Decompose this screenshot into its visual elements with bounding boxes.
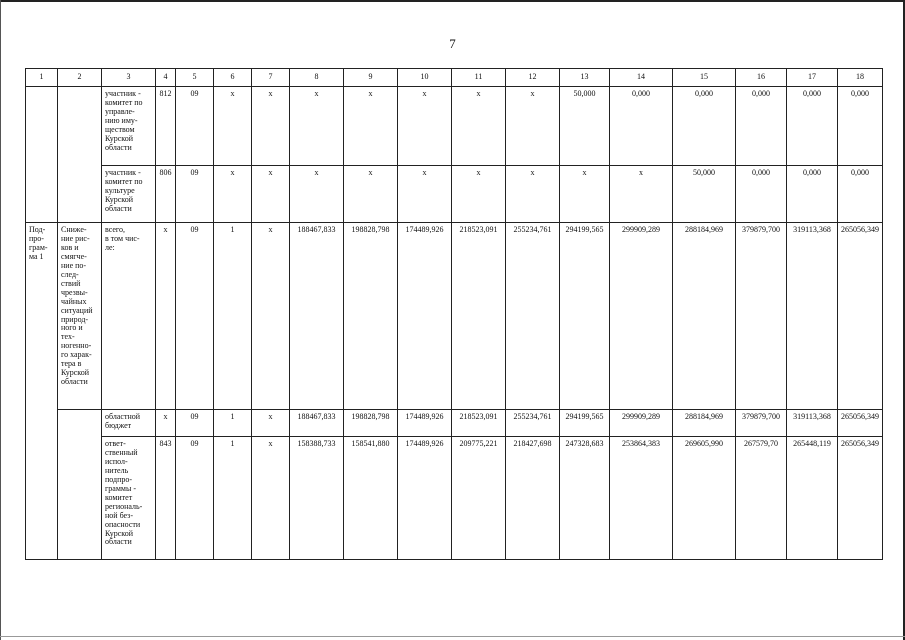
value-cell: 218523,091: [452, 410, 506, 437]
table-row: [26, 410, 883, 437]
value-cell: 294199,565: [560, 223, 610, 410]
column-header: 13: [560, 69, 610, 87]
value-cell: 265448,119: [787, 437, 838, 560]
column-header: 12: [506, 69, 560, 87]
value-cell: x: [506, 87, 560, 166]
value-cell: 843: [156, 437, 176, 560]
budget-table: [25, 68, 883, 560]
value-cell: 09: [176, 437, 214, 560]
value-cell: 0,000: [673, 87, 736, 166]
page-left-edge: [0, 0, 1, 640]
column-header: 3: [102, 69, 156, 87]
value-cell: x: [156, 223, 176, 410]
value-cell: 0,000: [838, 87, 883, 166]
value-cell: 253864,383: [610, 437, 673, 560]
value-cell: 209775,221: [452, 437, 506, 560]
value-cell: 806: [156, 166, 176, 223]
page-top-edge: [0, 0, 905, 2]
value-cell: 09: [176, 87, 214, 166]
column-header: 6: [214, 69, 252, 87]
value-cell: 255234,761: [506, 223, 560, 410]
value-cell: 265056,349: [838, 437, 883, 560]
value-cell: x: [506, 166, 560, 223]
value-cell: 288184,969: [673, 410, 736, 437]
value-cell: x: [156, 410, 176, 437]
value-cell: x: [398, 87, 452, 166]
column-header: 15: [673, 69, 736, 87]
value-cell: x: [610, 166, 673, 223]
value-cell: 319113,368: [787, 410, 838, 437]
value-cell: 0,000: [610, 87, 673, 166]
value-cell: 247328,683: [560, 437, 610, 560]
participant-cell: участник - комитет по управле- нию иму- ществом Курской области: [102, 87, 156, 166]
participant-cell: участник - комитет по культуре Курской области: [102, 166, 156, 223]
value-cell: 218523,091: [452, 223, 506, 410]
column-header: 14: [610, 69, 673, 87]
value-cell: 174489,926: [398, 437, 452, 560]
value-cell: 255234,761: [506, 410, 560, 437]
column-header: 8: [290, 69, 344, 87]
value-cell: x: [290, 87, 344, 166]
column-header: 18: [838, 69, 883, 87]
value-cell: 174489,926: [398, 410, 452, 437]
value-cell: x: [252, 223, 290, 410]
value-cell: 188467,833: [290, 223, 344, 410]
column-header: 5: [176, 69, 214, 87]
value-cell: x: [452, 166, 506, 223]
value-cell: x: [560, 166, 610, 223]
column-header: 2: [58, 69, 102, 87]
table-row: [26, 223, 883, 410]
value-cell: 09: [176, 166, 214, 223]
value-cell: 09: [176, 223, 214, 410]
value-cell: x: [344, 166, 398, 223]
value-cell: 0,000: [787, 87, 838, 166]
value-cell: x: [252, 166, 290, 223]
value-cell: 158541,880: [344, 437, 398, 560]
empty-cell: [58, 410, 102, 560]
value-cell: 0,000: [838, 166, 883, 223]
subprogram-name-cell: Сниже- ние рис- ков и смягче- ние по- след- ствий чрезвы- чайных ситуаций природ- ного и тех- ногенно- го харак- тера в Курской области: [58, 223, 102, 410]
table-row: [26, 87, 883, 166]
value-cell: 50,000: [673, 166, 736, 223]
value-cell: 158388,733: [290, 437, 344, 560]
program-name-cell: [58, 87, 102, 223]
value-cell: 299909,289: [610, 410, 673, 437]
value-cell: 319113,368: [787, 223, 838, 410]
value-cell: 1: [214, 223, 252, 410]
value-cell: 812: [156, 87, 176, 166]
value-cell: 267579,70: [736, 437, 787, 560]
participant-cell: ответ- ственный испол- нитель подпро- граммы - комитет региональ- ной без- опасности Курской области: [102, 437, 156, 560]
value-cell: 198828,798: [344, 223, 398, 410]
column-header: 4: [156, 69, 176, 87]
program-cell: [26, 87, 58, 223]
table-row: [26, 437, 883, 560]
value-cell: 0,000: [736, 87, 787, 166]
value-cell: 288184,969: [673, 223, 736, 410]
value-cell: 1: [214, 437, 252, 560]
value-cell: 299909,289: [610, 223, 673, 410]
value-cell: 218427,698: [506, 437, 560, 560]
value-cell: 09: [176, 410, 214, 437]
value-cell: 1: [214, 410, 252, 437]
value-cell: x: [252, 87, 290, 166]
value-cell: x: [452, 87, 506, 166]
value-cell: 294199,565: [560, 410, 610, 437]
value-cell: 265056,349: [838, 410, 883, 437]
value-cell: 269605,990: [673, 437, 736, 560]
value-cell: x: [252, 437, 290, 560]
column-header: 7: [252, 69, 290, 87]
column-header: 1: [26, 69, 58, 87]
page-number: 7: [449, 36, 456, 51]
value-cell: 198828,798: [344, 410, 398, 437]
value-cell: x: [252, 410, 290, 437]
value-cell: 0,000: [736, 166, 787, 223]
table-row: [26, 166, 883, 223]
column-header: 11: [452, 69, 506, 87]
value-cell: x: [398, 166, 452, 223]
column-header: 17: [787, 69, 838, 87]
value-cell: 0,000: [787, 166, 838, 223]
column-header: 9: [344, 69, 398, 87]
participant-cell: всего, в том чис- ле:: [102, 223, 156, 410]
value-cell: 50,000: [560, 87, 610, 166]
value-cell: x: [214, 166, 252, 223]
value-cell: x: [290, 166, 344, 223]
value-cell: 265056,349: [838, 223, 883, 410]
value-cell: 174489,926: [398, 223, 452, 410]
column-header: 16: [736, 69, 787, 87]
value-cell: x: [214, 87, 252, 166]
value-cell: 379879,700: [736, 410, 787, 437]
value-cell: 379879,700: [736, 223, 787, 410]
participant-cell: областной бюджет: [102, 410, 156, 437]
subprogram-cell: Под- про- грам- ма 1: [26, 223, 58, 560]
column-header: 10: [398, 69, 452, 87]
value-cell: 188467,833: [290, 410, 344, 437]
header-row: [26, 69, 883, 87]
value-cell: x: [344, 87, 398, 166]
page-bottom-edge: [0, 636, 905, 637]
